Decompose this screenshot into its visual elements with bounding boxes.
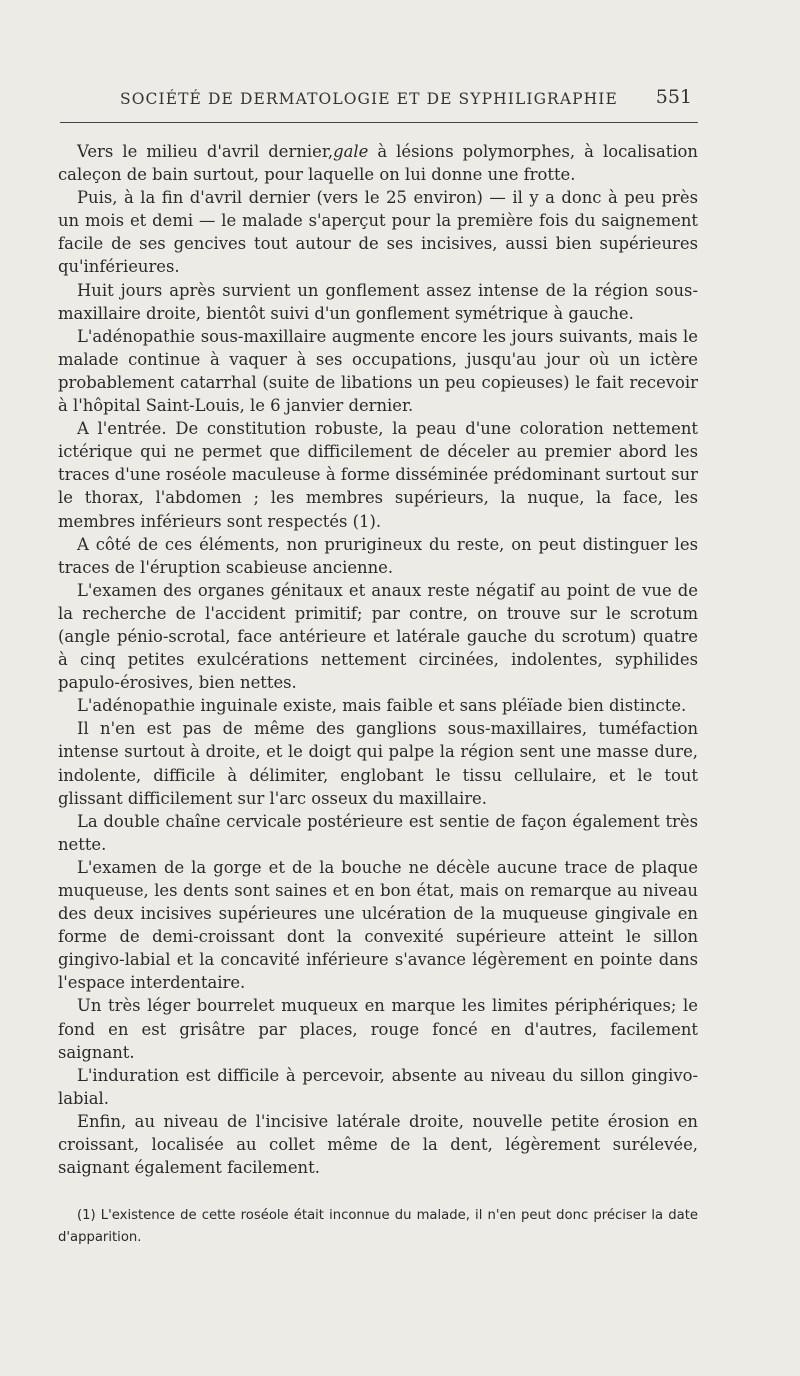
paragraph: L'induration est difficile à percevoir, absente au niveau du sillon gingivo-labial.: [58, 1065, 698, 1108]
paragraph: Puis, à la fin d'avril dernier (vers le 25 environ) — il y a donc à peu près un mois et demi — le malade s'aperçut pour la première fois du saignement facile de ses gencives tout autour de ses incisives, aussi bien supérieures qu'inférieures.: [58, 188, 698, 277]
paragraph: Enfin, au niveau de l'incisive latérale droite, nouvelle petite érosion en croissant, localisée au collet même de la dent, légèrement surélevée, saignant également facilement.: [58, 1111, 698, 1178]
paragraph: Un très léger bourrelet muqueux en marque les limites périphériques; le fond en est grisâtre par places, rouge foncé en d'autres, facilement saignant.: [58, 996, 698, 1062]
paragraph: L'adénopathie sous-maxillaire augmente encore les jours suivants, mais le malade continue à vaquer à ses occupations, jusqu'au jour où un ictère probablement catarrhal (suite de libations un peu copieuses) le fait recevoir à l'hôpital Saint-Louis, le 6 janvier dernier.: [58, 326, 698, 416]
footnote-text: (1) L'existence de cette roséole était inconnue du malade, il n'en peut donc préciser la date d'apparition.: [58, 1208, 698, 1245]
header-rule: [60, 122, 698, 123]
paragraph: L'adénopathie inguinale existe, mais faible et sans pléïade bien distincte.: [77, 696, 687, 716]
emphasis-gale: gale: [333, 142, 369, 161]
paragraph: L'examen des organes génitaux et anaux reste négatif au point de vue de la recherche de l'accident primitif; par contre, on trouve sur le scrotum (angle pénio-scrotal, face antérieure et latérale gauche du scrotum) quatre à cinq petites exulcérations nettement circinées, indolentes, syphilides papulo-érosives, bien nettes.: [58, 580, 698, 693]
paragraph: A l'entrée. De constitution robuste, la peau d'une coloration nettement ictérique qui ne permet que difficilement de déceler au premier abord les traces d'une roséole maculeuse à forme disséminée prédominant surtout sur le thorax, l'abdomen ; les membres supérieurs, la nuque, la face, les membres inférieurs sont respectés (1).: [58, 419, 698, 531]
footnote: [58, 1205, 698, 1249]
paragraph: Vers le milieu d'avril dernier,gale à lésions polymorphes, à localisation caleçon de bain surtout, pour laquelle on lui donne une frotte.: [58, 142, 698, 185]
page-number: 551: [655, 86, 692, 108]
running-title: SOCIÉTÉ DE DERMATOLOGIE ET DE SYPHILIGRAPHIE: [120, 90, 618, 108]
paragraph: Il n'en est pas de même des ganglions sous-maxillaires, tuméfaction intense surtout à droite, et le doigt qui palpe la région sent une masse dure, indolente, difficile à délimiter, englobant le tissu cellulaire, et le tout glissant difficilement sur l'arc osseux du maxillaire.: [58, 719, 698, 808]
page-header: [60, 84, 700, 114]
paragraph: Huit jours après survient un gonflement assez intense de la région sous-maxillaire droite, bientôt suivi d'un gonflement symétrique à gauche.: [58, 280, 698, 323]
body-text: [58, 140, 698, 1179]
paragraph: A côté de ces éléments, non prurigineux du reste, on peut distinguer les traces de l'éruption scabieuse ancienne.: [58, 534, 698, 577]
paragraph: La double chaîne cervicale postérieure est sentie de façon également très nette.: [58, 811, 698, 854]
paragraph: L'examen de la gorge et de la bouche ne décèle aucune trace de plaque muqueuse, les dents sont saines et en bon état, mais on remarque au niveau des deux incisives supérieures une ulcération de la muqueuse gingivale en forme de demi-croissant dont la convexité supérieure atteint le sillon gingivo-labial et la concavité inférieure s'avance légèrement en pointe dans l'espace interdentaire.: [58, 857, 698, 993]
